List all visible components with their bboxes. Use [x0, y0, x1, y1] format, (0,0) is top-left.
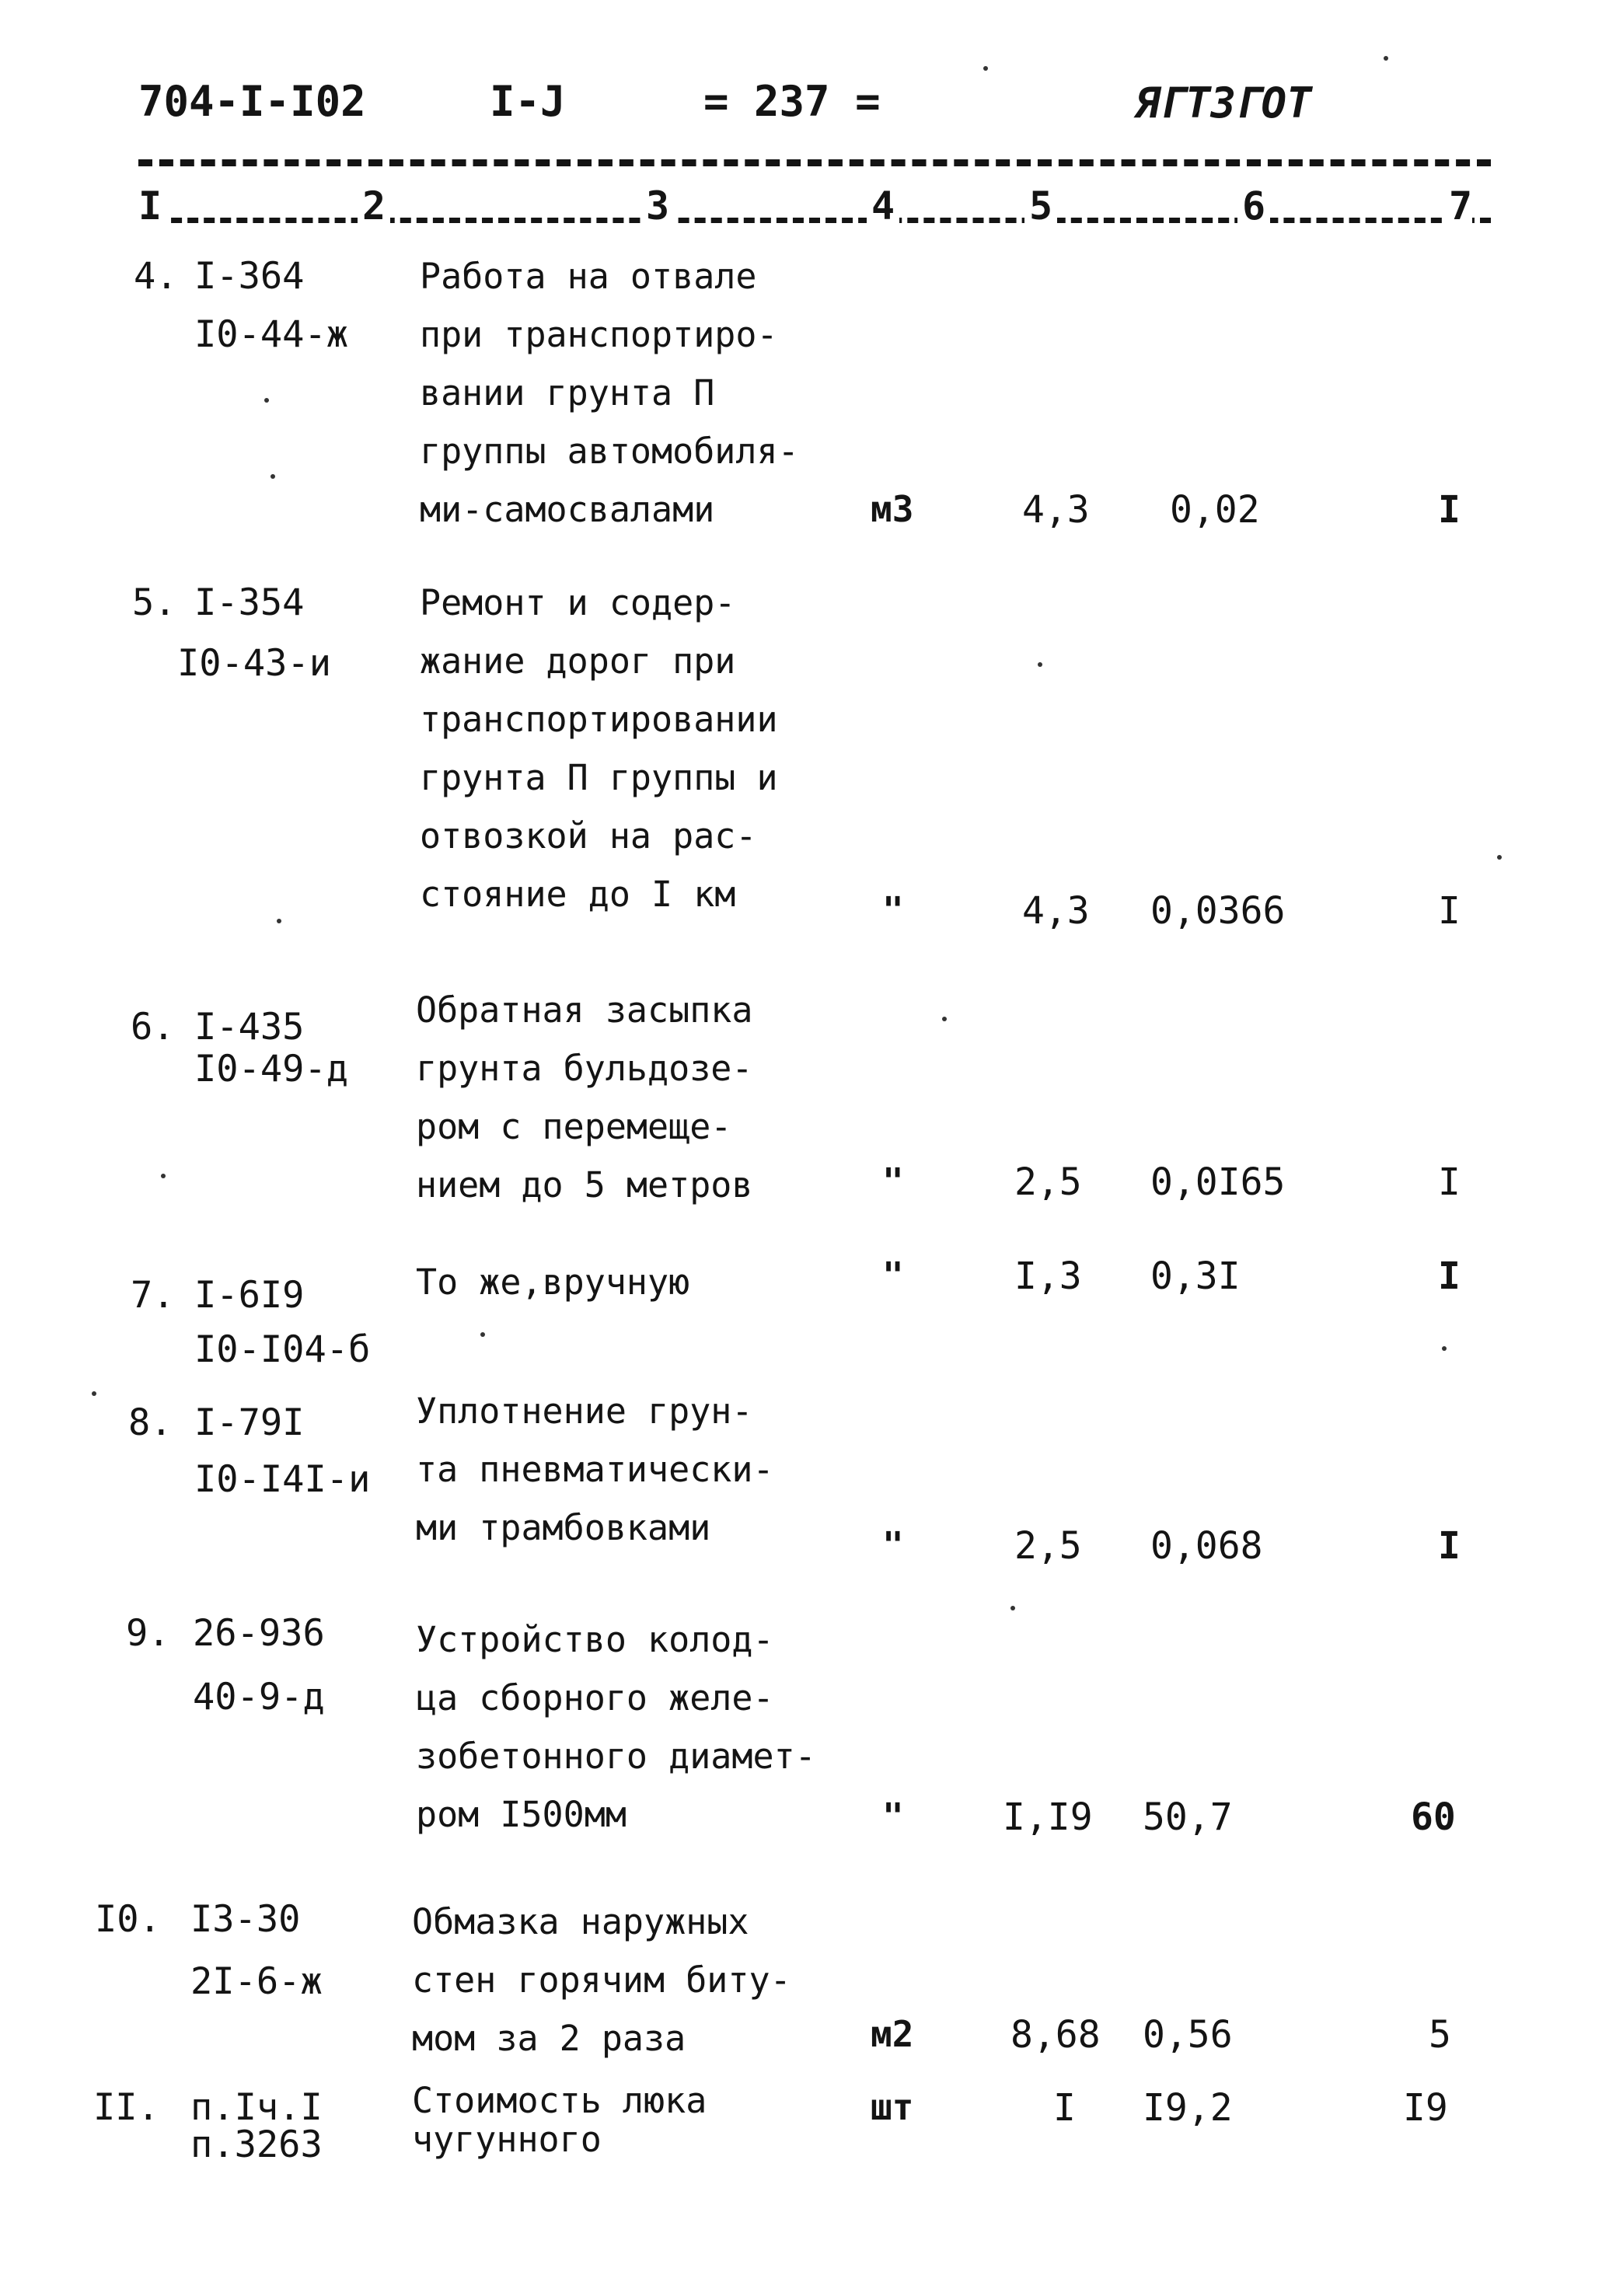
unit: м2 — [871, 2013, 914, 2055]
scan-speck — [1442, 1346, 1447, 1351]
scan-speck — [92, 1391, 96, 1396]
column-number-3: 3 — [641, 187, 674, 225]
unit-price: 50,7 — [1143, 1795, 1233, 1839]
quantity: I — [1053, 2086, 1076, 2130]
work-description: Обмазка наружных стен горячим биту- мом за 2 раза — [412, 1901, 791, 2059]
unit-price: 0,0I65 — [1150, 1160, 1286, 1204]
quantity: I,I9 — [1003, 1795, 1093, 1839]
norm-subcode: п.3263 — [190, 2123, 323, 2166]
norm-subcode: I0-44-ж — [194, 313, 349, 356]
norm-subcode: I0-I04-б — [194, 1328, 371, 1371]
total: I — [1438, 1160, 1461, 1204]
unit-price: 0,0366 — [1150, 889, 1286, 933]
norm-code: I-354 — [194, 581, 305, 624]
column-number-2: 2 — [358, 187, 390, 225]
row-number: 6. — [131, 1006, 175, 1049]
row-number: I0. — [95, 1898, 161, 1941]
scan-speck — [983, 66, 988, 71]
scan-speck — [270, 474, 275, 479]
norm-code: I-6I9 — [194, 1274, 305, 1317]
total: I — [1438, 1254, 1461, 1298]
unit-price: 0,56 — [1143, 2013, 1233, 2057]
work-description: Обратная засыпка грунта бульдозе- ром с перемеще- нием до 5 метров — [416, 989, 753, 1206]
norm-code: I-364 — [194, 255, 305, 298]
unit: " — [882, 889, 904, 931]
quantity: 2,5 — [1014, 1160, 1082, 1204]
norm-subcode: 2I-6-ж — [190, 1960, 323, 2003]
quantity: I,3 — [1014, 1254, 1082, 1298]
work-description: Стоимость люка чугунного — [412, 2080, 707, 2160]
norm-subcode: I0-43-и — [177, 642, 332, 685]
row-number: II. — [93, 2086, 159, 2129]
document-code: 704-I-I02 — [138, 77, 366, 126]
quantity: 4,3 — [1022, 889, 1090, 933]
norm-code: 26-936 — [193, 1612, 325, 1655]
quantity: 2,5 — [1014, 1524, 1082, 1568]
total: I — [1438, 889, 1461, 933]
unit-price: I9,2 — [1143, 2086, 1233, 2130]
norm-code: I-79I — [194, 1401, 305, 1444]
work-description: То же,вручную — [416, 1261, 690, 1303]
scan-speck — [1010, 1606, 1015, 1610]
column-number-1: I — [138, 187, 166, 225]
norm-subcode: I0-49-д — [194, 1048, 349, 1090]
album-number: I-J — [490, 77, 566, 126]
header-rule — [138, 159, 1491, 166]
unit: м3 — [871, 488, 914, 530]
unit: " — [882, 1254, 904, 1296]
norm-subcode: I0-I4I-и — [194, 1458, 371, 1501]
unit: шт — [871, 2086, 914, 2128]
scan-speck — [277, 919, 281, 923]
scan-speck — [161, 1174, 166, 1178]
unit-price: 0,068 — [1150, 1524, 1263, 1568]
norm-code: I3-30 — [190, 1898, 301, 1941]
unit: " — [882, 1524, 904, 1566]
unit: " — [882, 1795, 904, 1837]
scan-speck — [942, 1017, 947, 1021]
column-number-6: 6 — [1237, 187, 1270, 225]
norm-code: I-435 — [194, 1006, 305, 1049]
column-number-rule — [138, 218, 1491, 223]
row-number: 8. — [128, 1401, 173, 1444]
row-number: 9. — [126, 1612, 170, 1655]
column-number-7: 7 — [1444, 187, 1472, 225]
quantity: 8,68 — [1010, 2013, 1101, 2057]
scan-speck — [1384, 56, 1388, 61]
total: I — [1438, 488, 1461, 532]
page-number: = 237 = — [703, 77, 881, 126]
quantity: 4,3 — [1022, 488, 1090, 532]
scan-speck — [264, 398, 269, 403]
scan-speck — [1038, 662, 1042, 667]
column-number-4: 4 — [867, 187, 899, 225]
unit: " — [882, 1160, 904, 1202]
work-description: Ремонт и содер- жание дорог при транспортировании грунта П группы и отвозкой на рас- стояние до I км — [420, 582, 778, 915]
stamp-code: ЯГТЗГОТ — [1135, 79, 1312, 127]
row-number: 4. — [134, 255, 178, 298]
row-number: 5. — [132, 581, 176, 624]
work-description: Устройство колод- ца сборного желе- зобетонного диамет- ром I500мм — [416, 1619, 816, 1835]
row-number: 7. — [131, 1274, 175, 1317]
work-description: Уплотнение грун- та пневматически- ми трамбовками — [416, 1391, 774, 1548]
total: 5 — [1429, 2013, 1451, 2057]
work-description: Работа на отвале при транспортиро- вании грунта П группы автомобиля- ми-самосвалами — [420, 256, 799, 530]
scan-speck — [480, 1332, 485, 1337]
total: I — [1438, 1524, 1461, 1568]
total: I9 — [1403, 2086, 1448, 2130]
norm-code: п.Iч.I — [190, 2086, 323, 2129]
unit-price: 0,02 — [1170, 488, 1260, 532]
norm-subcode: 40-9-д — [193, 1676, 325, 1719]
column-number-5: 5 — [1024, 187, 1057, 225]
scan-speck — [1497, 855, 1502, 860]
total: 60 — [1411, 1795, 1456, 1839]
unit-price: 0,3I — [1150, 1254, 1241, 1298]
